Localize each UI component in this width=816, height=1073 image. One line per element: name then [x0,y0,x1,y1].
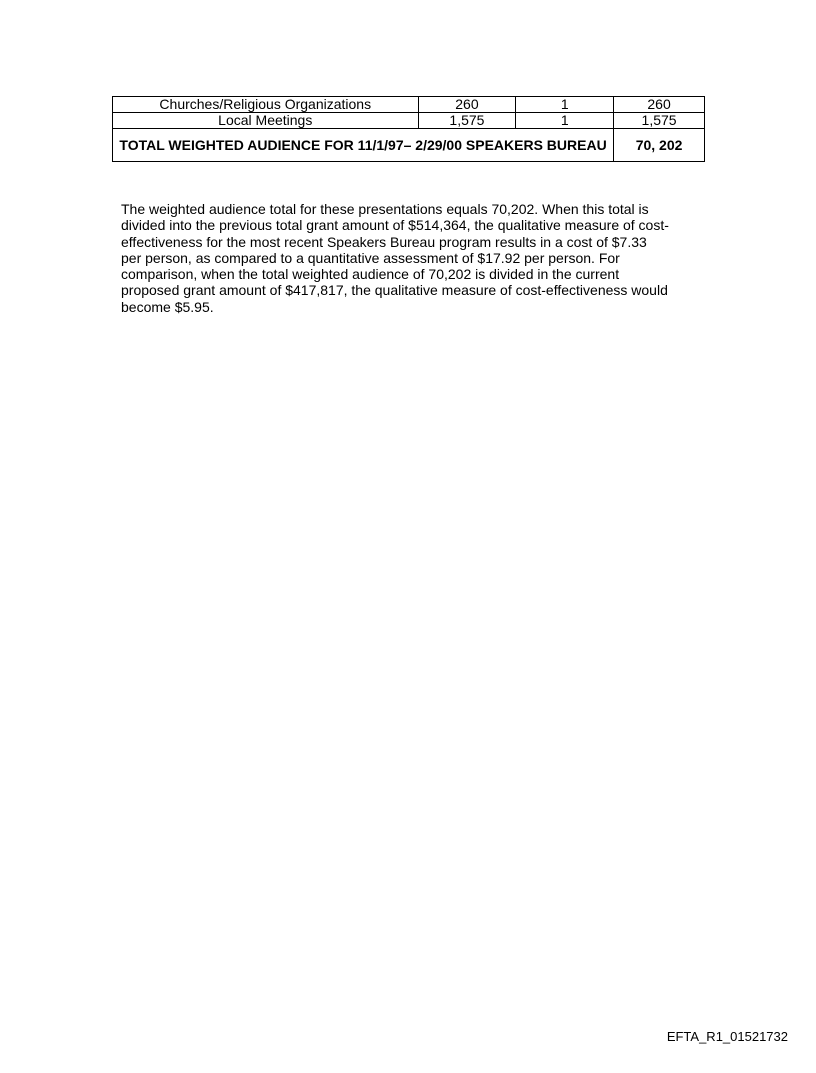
paragraph-line: become $5.95. [121,298,214,315]
table-row [113,97,705,113]
cost-effectiveness-paragraph [121,201,701,315]
total-label: TOTAL WEIGHTED AUDIENCE FOR 11/1/97– 2/29/00 SPEAKERS BUREAU [113,129,614,162]
table-total-row [113,129,705,162]
document-id: EFTA_R1_01521732 [666,1029,788,1044]
weighted-audience-table [112,96,705,162]
paragraph-line: The weighted audience total for these presentations equals 70,202. When this total is [121,201,649,217]
row-label: Churches/Religious Organizations [113,97,419,113]
row-weighted-audience: 260 [614,97,705,113]
row-label: Local Meetings [113,113,419,129]
row-audience: 260 [418,97,516,113]
row-weighted-audience: 1,575 [614,113,705,129]
row-weight: 1 [516,113,614,129]
paragraph-line: per person, as compared to a quantitative assessment of $17.92 per person. For [121,249,620,266]
total-value: 70, 202 [614,129,705,162]
row-audience: 1,575 [418,113,516,129]
table-row [113,113,705,129]
paragraph-line: comparison, when the total weighted audience of 70,202 is divided in the current [121,266,620,283]
paragraph-line: proposed grant amount of $417,817, the qualitative measure of cost-effectiveness would [121,282,668,299]
paragraph-line: effectiveness for the most recent Speakers Bureau program results in a cost of $7.33 [121,233,647,250]
paragraph-line: divided into the previous total grant amount of $514,364, the qualitative measure of cost- [121,217,669,234]
row-weight: 1 [516,97,614,113]
